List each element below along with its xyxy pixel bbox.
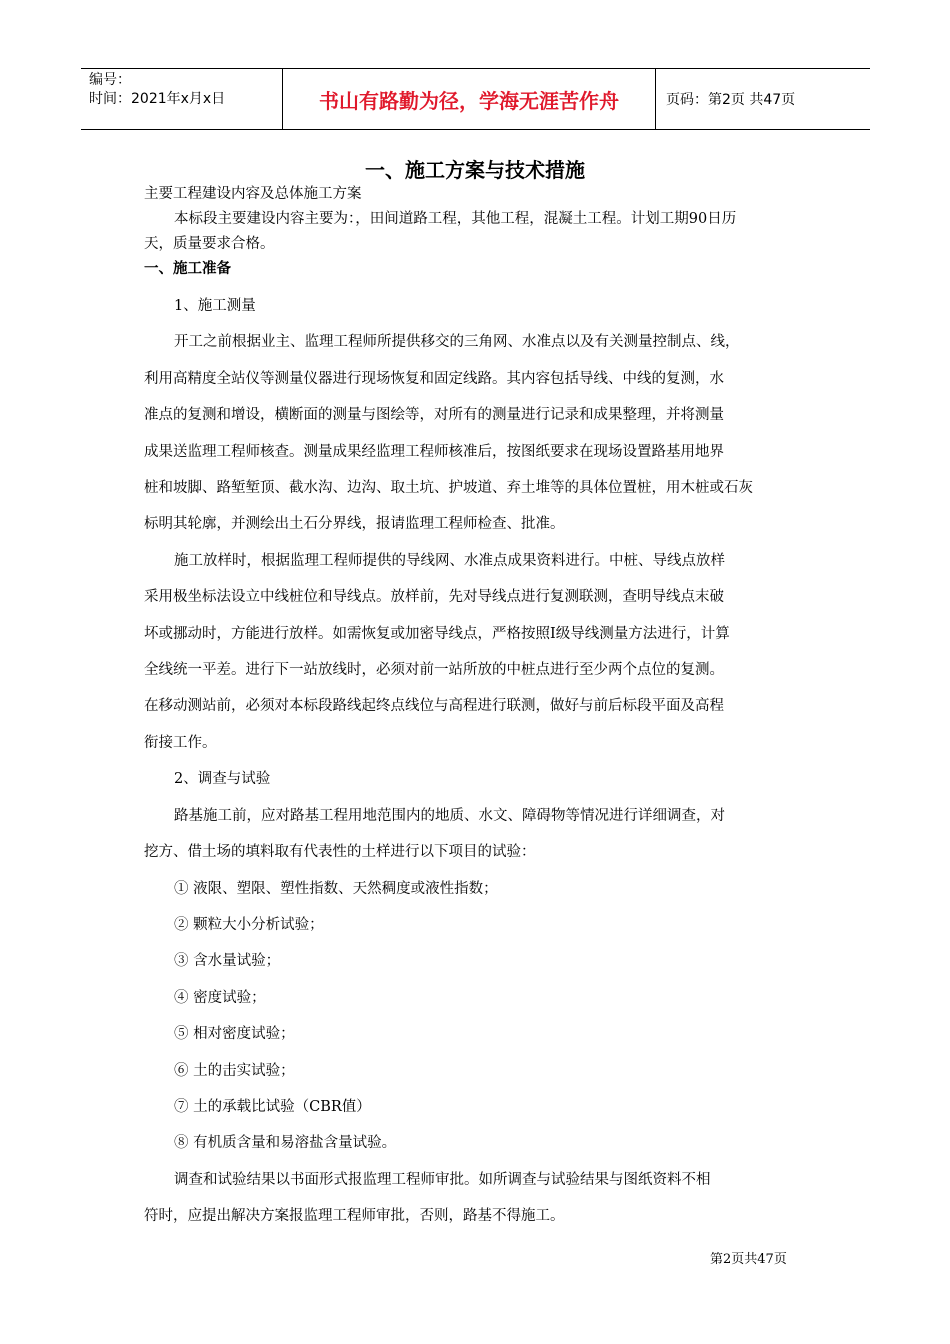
- list-item: ③ 含水量试验；: [174, 953, 281, 970]
- paragraph-line: 桩和坡脚、路堑堑顶、截水沟、边沟、取土坑、护坡道、弃土堆等的具体位置桩，用木桩或石灰: [144, 480, 753, 497]
- number-label: 编号：: [89, 72, 131, 88]
- header-meta: [81, 69, 282, 129]
- page-title: 一、施工方案与技术措施: [365, 158, 585, 182]
- list-item: ⑦ 土的承载比试验（CBR值）: [174, 1098, 371, 1115]
- section-heading: 主要工程建设内容及总体施工方案: [144, 186, 362, 202]
- subsection-heading: 一、施工准备: [144, 261, 231, 277]
- paragraph-line: 准点的复测和增设，横断面的测量与图绘等，对所有的测量进行记录和成果整理，并将测量: [144, 407, 724, 424]
- list-item: ⑤ 相对密度试验；: [174, 1026, 295, 1043]
- paragraph-line: 天，质量要求合格。: [144, 236, 275, 252]
- list-item: ⑥ 土的击实试验；: [174, 1062, 295, 1079]
- paragraph-line: 施工放样时，根据监理工程师提供的导线网、水准点成果资料进行。中桩、导线点放样: [174, 552, 725, 569]
- list-item: ④ 密度试验；: [174, 989, 266, 1006]
- paragraph-line: 本标段主要建设内容主要为：，田间道路工程，其他工程，混凝土工程。计划工期90日历: [174, 211, 737, 227]
- paragraph-line: 开工之前根据业主、监理工程师所提供移交的三角网、水准点以及有关测量控制点、线，: [174, 334, 740, 351]
- paragraph-line: 挖方、借土场的填料取有代表性的土样进行以下项目的试验：: [144, 844, 536, 861]
- paragraph-line: 符时，应提出解决方案报监理工程师审批，否则，路基不得施工。: [144, 1208, 565, 1225]
- item-heading: 2、调查与试验: [174, 771, 271, 788]
- time-label: 时间：2021年x月x日: [89, 91, 226, 107]
- paragraph-line: 衔接工作。: [144, 734, 217, 751]
- paragraph-line: 在移动测站前，必须对本标段路线起终点线位与高程进行联测，做好与前后标段平面及高程: [144, 698, 724, 715]
- header-page-info: 页码：第2页 共47页: [666, 92, 796, 108]
- paragraph-line: 调查和试验结果以书面形式报监理工程师审批。如所调查与试验结果与图纸资料不相: [174, 1171, 711, 1188]
- item-heading: 1、施工测量: [174, 298, 256, 314]
- document-body: [144, 182, 812, 1235]
- list-item: ① 液限、塑限、塑性指数、天然稠度或液性指数；: [174, 880, 498, 897]
- header-table: [81, 68, 870, 130]
- page-footer: 第2页共47页: [710, 1252, 787, 1267]
- paragraph-line: 坏或挪动时，方能进行放样。如需恢复或加密导线点，严格按照Ⅰ级导线测量方法进行，计算: [144, 625, 730, 642]
- list-item: ⑧ 有机质含量和易溶盐含量试验。: [174, 1135, 397, 1152]
- paragraph-line: 采用极坐标法设立中线桩位和导线点。放样前，先对导线点进行复测联测，查明导线点末破: [144, 589, 724, 606]
- list-item: ② 颗粒大小分析试验；: [174, 916, 324, 933]
- paragraph-line: 利用高精度全站仪等测量仪器进行现场恢复和固定线路。其内容包括导线、中线的复测，水: [144, 370, 724, 387]
- paragraph-line: 标明其轮廓，并测绘出土石分界线，报请监理工程师检查、批准。: [144, 516, 565, 533]
- paragraph-line: 全线统一平差。进行下一站放线时，必须对前一站所放的中桩点进行至少两个点位的复测。: [144, 662, 724, 679]
- paragraph-line: 成果送监理工程师核查。测量成果经监理工程师核准后，按图纸要求在现场设置路基用地界: [144, 443, 724, 460]
- header-motto: 书山有路勤为径，学海无涯苦作舟: [282, 69, 656, 129]
- paragraph-line: 路基施工前，应对路基工程用地范围内的地质、水文、障碍物等情况进行详细调查，对: [174, 807, 725, 824]
